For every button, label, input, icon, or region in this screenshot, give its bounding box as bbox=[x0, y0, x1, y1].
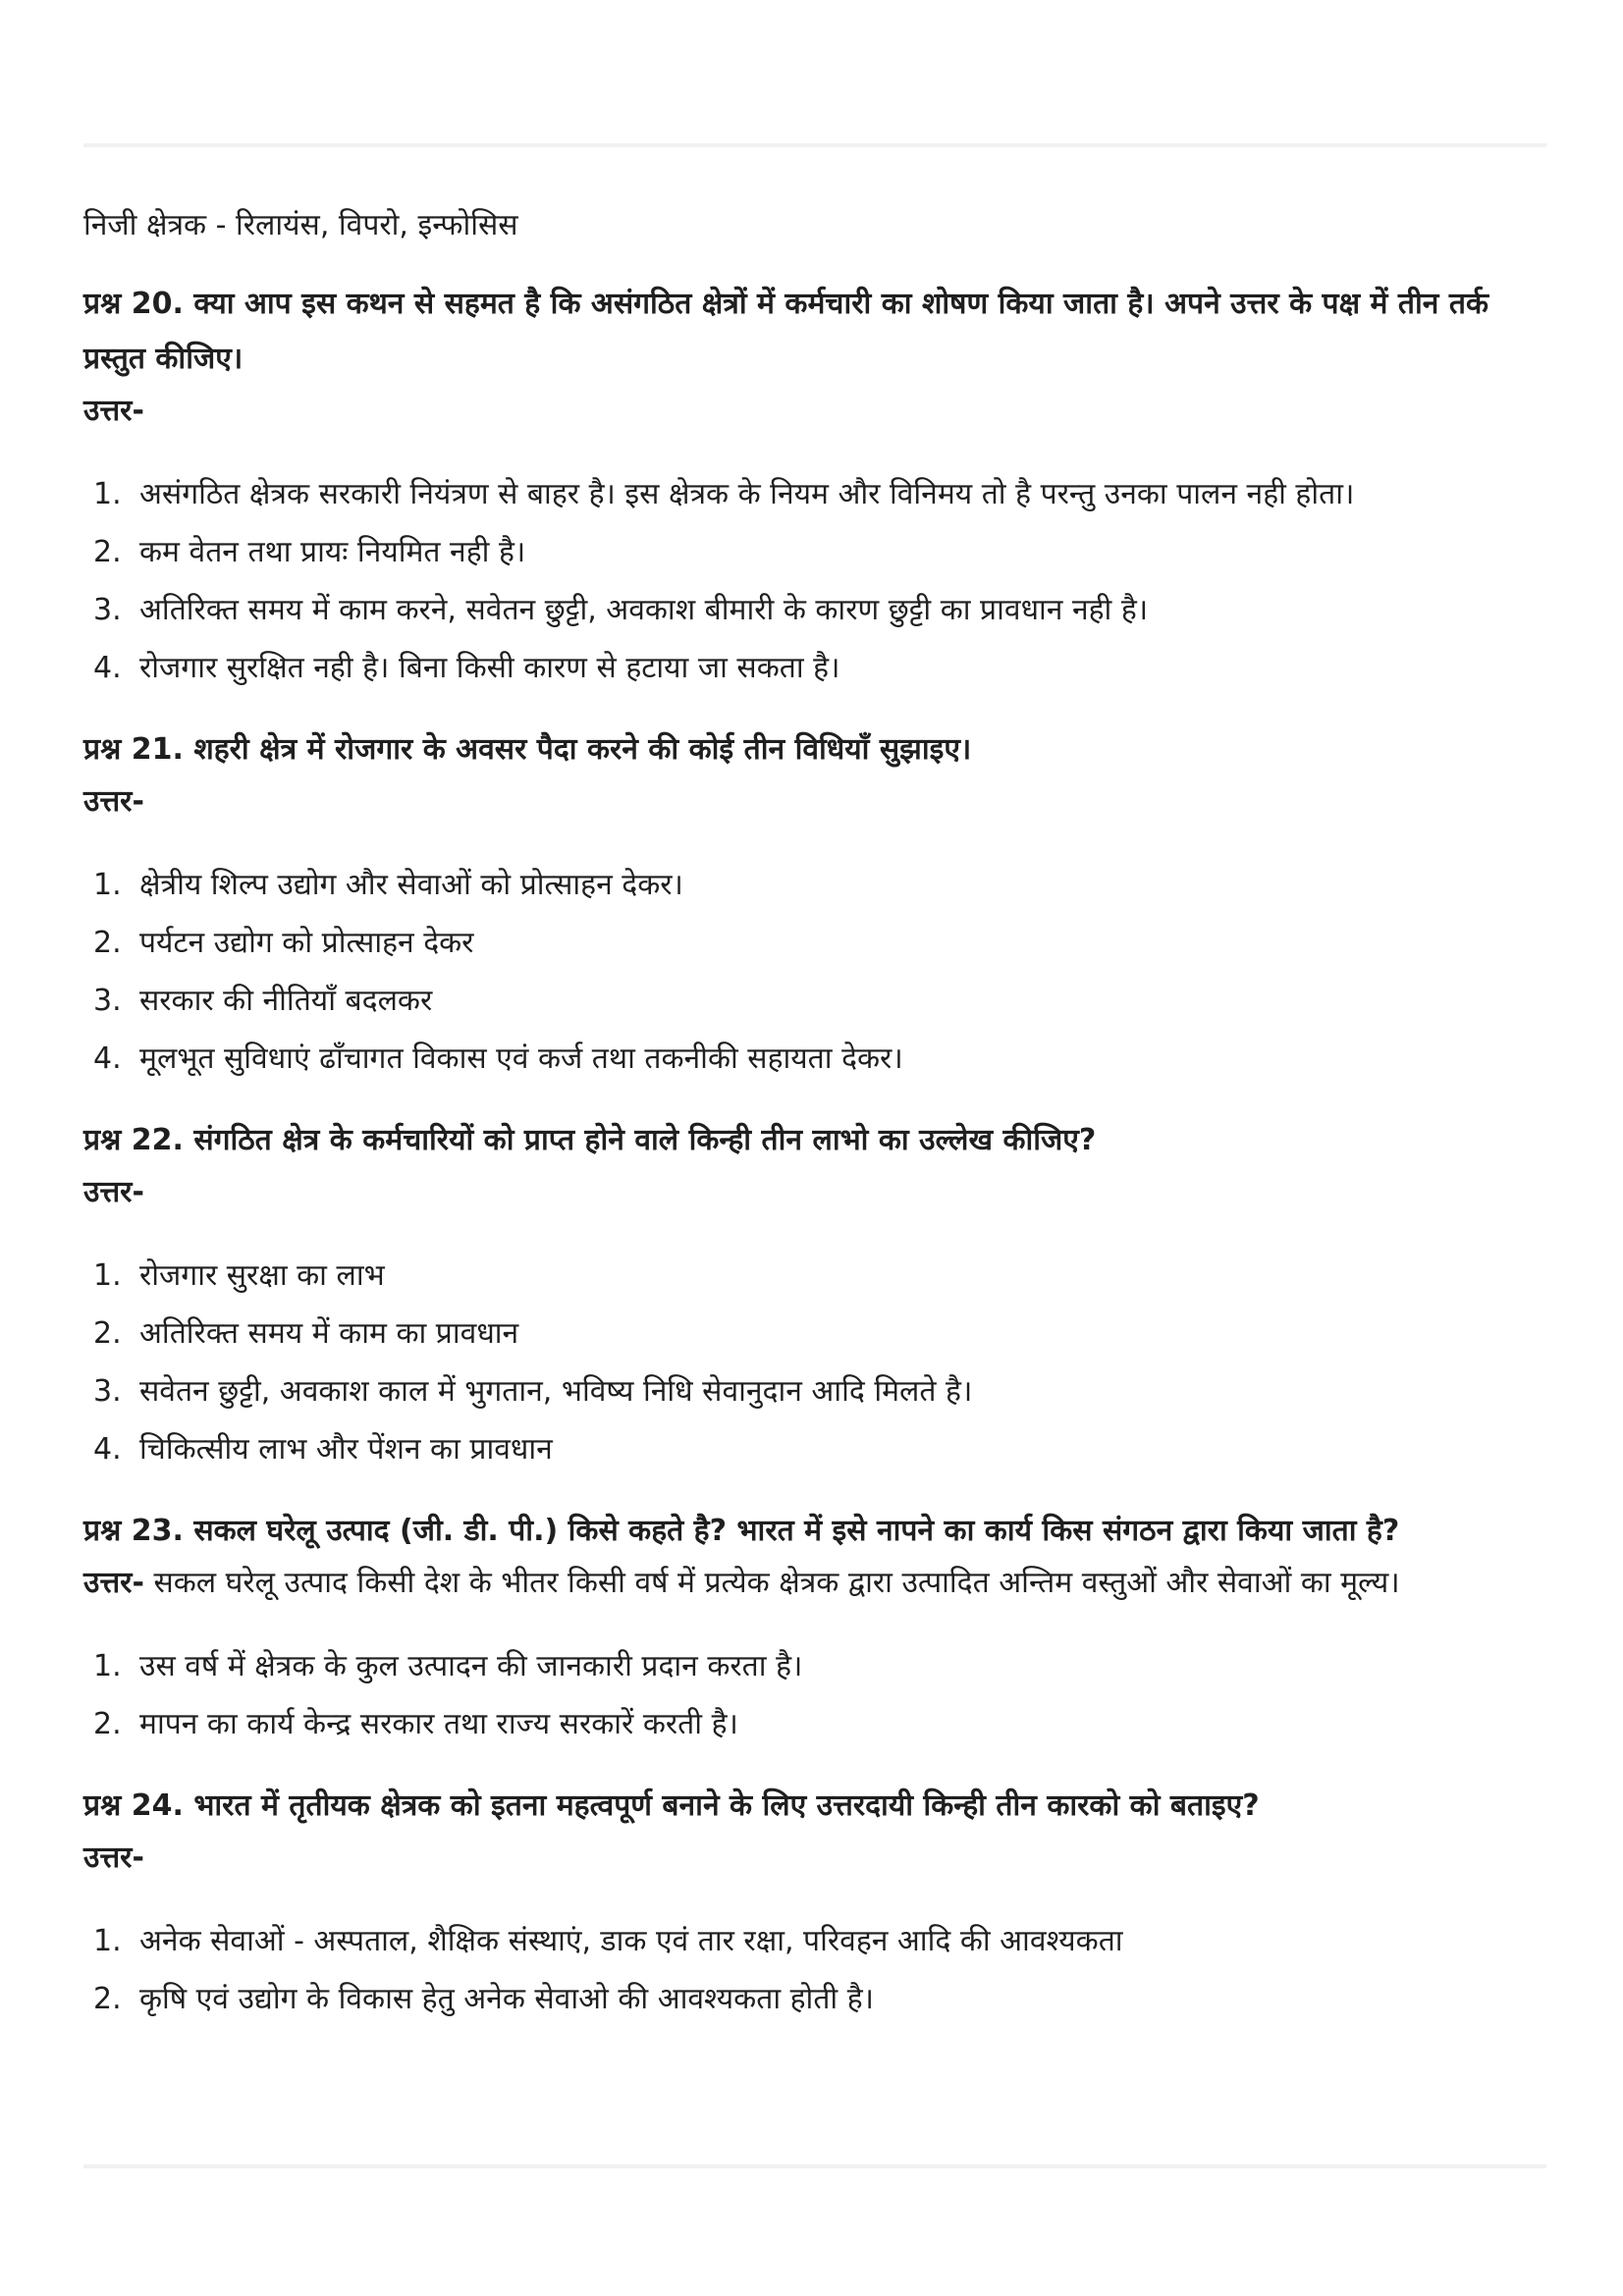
list-text: सरकार की नीतियाँ बदलकर bbox=[139, 984, 433, 1018]
answer-list bbox=[83, 1912, 1546, 2028]
list-number: 2. bbox=[93, 1707, 122, 1741]
list-number: 3. bbox=[93, 1374, 122, 1409]
list-item bbox=[83, 1247, 1546, 1305]
list-item bbox=[83, 523, 1546, 581]
answer-list bbox=[83, 1637, 1546, 1753]
list-item bbox=[83, 1420, 1546, 1478]
answer-line bbox=[83, 1559, 1546, 1608]
list-text: अतिरिक्त समय में काम करने, सवेतन छुट्टी, अवकाश बीमारी के कारण छुट्टी का प्रावधान नही है। bbox=[139, 593, 1149, 627]
list-text: अनेक सेवाओं - अस्पताल, शैक्षिक संस्थाएं, डाक एवं तार रक्षा, परिवहन आदि की आवश्यकता bbox=[139, 1924, 1123, 1958]
list-text: चिकित्सीय लाभ और पेंशन का प्रावधान bbox=[139, 1432, 553, 1467]
question-title: प्रश्न 24. भारत में तृतीयक क्षेत्रक को इतना महत्वपूर्ण बनाने के लिए उत्तरदायी किन्ही तीन कारको को बताइए? bbox=[83, 1789, 1260, 1823]
list-text: रोजगार सुरक्षा का लाभ bbox=[139, 1258, 385, 1293]
list-item bbox=[83, 856, 1546, 914]
list-item bbox=[83, 639, 1546, 697]
list-number: 2. bbox=[93, 535, 122, 569]
answer-list bbox=[83, 1247, 1546, 1478]
list-number: 1. bbox=[93, 868, 122, 902]
top-divider bbox=[83, 143, 1546, 147]
list-number: 4. bbox=[93, 1041, 122, 1076]
list-item bbox=[83, 465, 1546, 523]
list-number: 3. bbox=[93, 593, 122, 627]
list-item bbox=[83, 1362, 1546, 1420]
answer-label: उत्तर- bbox=[83, 1175, 144, 1209]
list-text: रोजगार सुरक्षित नही है। बिना किसी कारण से हटाया जा सकता है। bbox=[139, 651, 840, 685]
list-text: मापन का कार्य केन्द्र सरकार तथा राज्य सरकारें करती है। bbox=[139, 1707, 738, 1741]
list-number: 1. bbox=[93, 1649, 122, 1683]
list-number: 2. bbox=[93, 1982, 122, 2016]
question-title: प्रश्न 21. शहरी क्षेत्र में रोजगार के अवसर पैदा करने की कोई तीन विधियाँ सुझाइए। bbox=[83, 732, 972, 767]
list-number: 2. bbox=[93, 1316, 122, 1351]
document-body bbox=[83, 204, 1546, 2054]
list-number: 4. bbox=[93, 651, 122, 685]
question-title: प्रश्न 23. सकल घरेलू उत्पाद (जी. डी. पी.) किसे कहते है? भारत में इसे नापने का कार्य किस संगठन द्वारा किया जाता है? bbox=[83, 1514, 1400, 1548]
answer-label: उत्तर- bbox=[83, 394, 144, 428]
list-text: उस वर्ष में क्षेत्रक के कुल उत्पादन की जानकारी प्रदान करता है। bbox=[139, 1649, 803, 1683]
list-text: असंगठित क्षेत्रक सरकारी नियंत्रण से बाहर है। इस क्षेत्रक के नियम और विनिमय तो है परन्तु उनका पालन नही होता। bbox=[139, 477, 1355, 511]
answer-label: उत्तर- bbox=[83, 784, 144, 819]
list-number: 1. bbox=[93, 477, 122, 511]
list-item bbox=[83, 1305, 1546, 1362]
question-block-20 bbox=[83, 277, 1546, 697]
question-block-22 bbox=[83, 1113, 1546, 1478]
list-item bbox=[83, 1912, 1546, 1970]
list-item bbox=[83, 914, 1546, 972]
question-block-23 bbox=[83, 1504, 1546, 1753]
intro-line: निजी क्षेत्रक - रिलायंस, विपरो, इन्फोसिस bbox=[83, 208, 518, 242]
list-text: सवेतन छुट्टी, अवकाश काल में भुगतान, भविष्य निधि सेवानुदान आदि मिलते है। bbox=[139, 1374, 973, 1409]
answer-list bbox=[83, 465, 1546, 697]
question-title: प्रश्न 22. संगठित क्षेत्र के कर्मचारियों को प्राप्त होने वाले किन्ही तीन लाभो का उल्लेख कीजिए? bbox=[83, 1123, 1097, 1157]
answer-list bbox=[83, 856, 1546, 1088]
list-number: 1. bbox=[93, 1258, 122, 1293]
list-text: मूलभूत सुविधाएं ढाँचागत विकास एवं कर्ज तथा तकनीकी सहायता देकर। bbox=[139, 1041, 903, 1076]
list-number: 3. bbox=[93, 984, 122, 1018]
list-item bbox=[83, 1695, 1546, 1753]
list-text: कृषि एवं उद्योग के विकास हेतु अनेक सेवाओ की आवश्यकता होती है। bbox=[139, 1982, 875, 2016]
list-number: 1. bbox=[93, 1924, 122, 1958]
list-text: पर्यटन उद्योग को प्रोत्साहन देकर bbox=[139, 926, 474, 960]
list-text: कम वेतन तथा प्रायः नियमित नही है। bbox=[139, 535, 526, 569]
bottom-divider bbox=[83, 2164, 1546, 2168]
list-number: 2. bbox=[93, 926, 122, 960]
answer-label: उत्तर- bbox=[83, 1566, 144, 1600]
list-item bbox=[83, 1637, 1546, 1695]
list-text: क्षेत्रीय शिल्प उद्योग और सेवाओं को प्रोत्साहन देकर। bbox=[139, 868, 683, 902]
question-block-24 bbox=[83, 1779, 1546, 2028]
answer-text: सकल घरेलू उत्पाद किसी देश के भीतर किसी वर्ष में प्रत्येक क्षेत्रक द्वारा उत्पादित अन्तिम वस्तुओं और सेवाओं का मूल्य। bbox=[153, 1566, 1400, 1600]
list-item bbox=[83, 581, 1546, 639]
list-item bbox=[83, 972, 1546, 1030]
question-block-21 bbox=[83, 722, 1546, 1088]
list-item bbox=[83, 1030, 1546, 1088]
list-item bbox=[83, 1970, 1546, 2028]
list-text: अतिरिक्त समय में काम का प्रावधान bbox=[139, 1316, 519, 1351]
question-title: प्रश्न 20. क्या आप इस कथन से सहमत है कि असंगठित क्षेत्रों में कर्मचारी का शोषण किया जाता है। अपने उत्तर के पक्ष में तीन तर्क प्रस्तुत कीजिए। bbox=[83, 287, 1489, 376]
answer-label: उत्तर- bbox=[83, 1841, 144, 1875]
list-number: 4. bbox=[93, 1432, 122, 1467]
